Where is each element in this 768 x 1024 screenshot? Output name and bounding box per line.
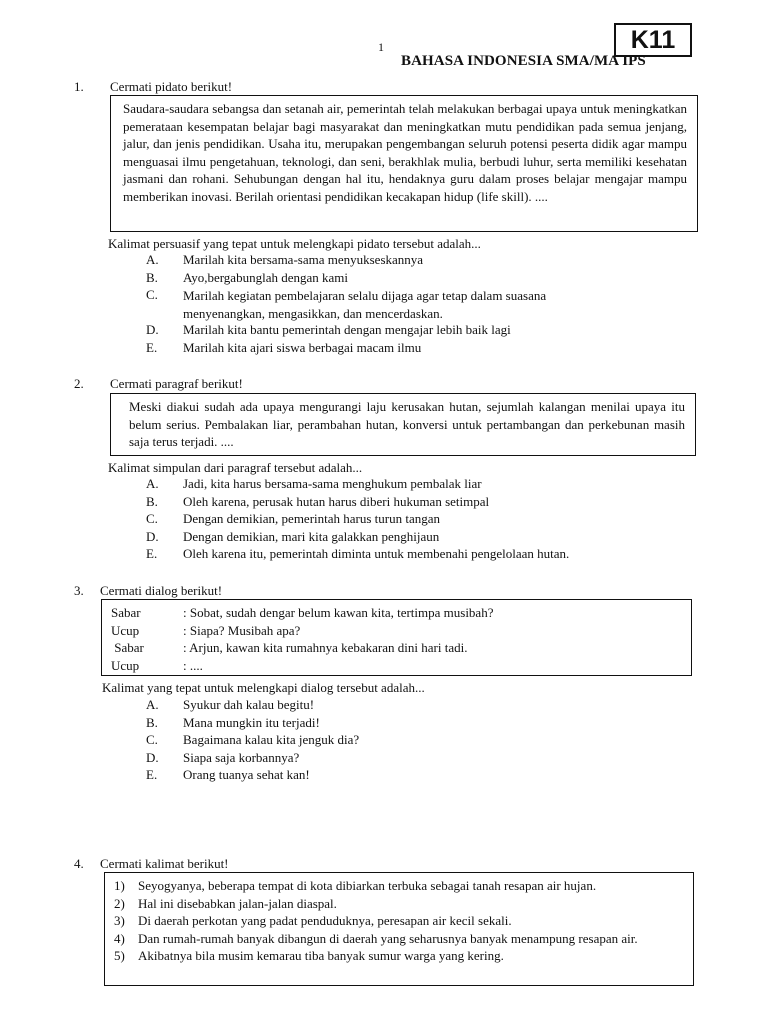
question-number: 3. <box>74 583 84 598</box>
answer-option[interactable] <box>0 287 768 322</box>
dialog-speaker: Sabar <box>111 605 141 620</box>
dialog-line <box>111 622 493 640</box>
numbered-sentence <box>114 912 685 930</box>
dialog-line <box>111 639 493 657</box>
sentence-number: 3) <box>114 913 125 929</box>
option-text: Marilah kita bersama-sama menyukseskannya <box>183 252 424 267</box>
paragraph-passage: Meski diakui sudah ada upaya mengurangi laju kerusakan hutan, sejumlah kalangan menilai upaya itu belum serius. Pembalakan liar, perambahan hutan, konversi untuk pertambangan dan perkebunan masih saja terus terjadi. .... <box>129 399 685 450</box>
sentence-text: Di daerah perkotan yang padat penduduknya, peresapan air kecil sekali. <box>138 913 512 929</box>
answer-option[interactable] <box>0 750 768 768</box>
sentence-list <box>114 877 685 965</box>
numbered-sentence <box>114 947 685 965</box>
numbered-sentence <box>114 930 685 948</box>
numbered-sentence <box>114 895 685 913</box>
option-letter: B. <box>146 714 158 730</box>
answer-option[interactable] <box>0 340 768 358</box>
question-heading: Cermati pidato berikut! <box>110 79 233 94</box>
dialog-speaker: Sabar <box>111 640 144 656</box>
answer-option[interactable] <box>0 546 768 564</box>
question-stem: Kalimat yang tepat untuk melengkapi dialog tersebut adalah... <box>102 680 425 695</box>
sentence-number: 4) <box>114 930 125 946</box>
answer-option[interactable] <box>0 715 768 733</box>
option-letter: E. <box>146 767 158 783</box>
dialog-line <box>111 657 493 675</box>
dialog-box <box>101 599 692 676</box>
dialog-speaker: Ucup <box>111 622 140 638</box>
option-text: Syukur dah kalau begitu! <box>183 697 315 712</box>
option-letter: C. <box>146 287 158 303</box>
option-text: Dengan demikian, pemerintah harus turun tangan <box>183 511 441 527</box>
option-text: Oleh karena, perusak hutan harus diberi hukuman setimpal <box>183 493 490 509</box>
question-heading: Cermati dialog berikut! <box>100 583 223 598</box>
dialog-table <box>111 604 493 674</box>
option-letter: B. <box>146 269 158 285</box>
option-letter: B. <box>146 493 158 509</box>
option-text: Mana mungkin itu terjadi! <box>183 714 320 730</box>
answer-options <box>0 476 768 564</box>
document-title: BAHASA INDONESIA SMA/MA IPS <box>401 53 646 69</box>
option-letter: D. <box>146 528 159 544</box>
option-text: Marilah kegiatan pembelajaran selalu dijaga agar tetap dalam suasana menyenangkan, mengasikkan, dan mencerdaskan. <box>183 288 547 321</box>
option-letter: C. <box>146 511 158 527</box>
question-heading: Cermati kalimat berikut! <box>100 856 229 871</box>
dialog-speaker: Ucup <box>111 657 140 673</box>
option-letter: C. <box>146 732 158 748</box>
option-text: Marilah kita ajari siswa berbagai macam ilmu <box>183 339 422 355</box>
option-text: Marilah kita bantu pemerintah dengan mengajar lebih baik lagi <box>183 322 511 338</box>
dialog-text: : Sobat, sudah dengar belum kawan kita, tertimpa musibah? <box>183 605 494 620</box>
answer-option[interactable] <box>0 732 768 750</box>
exam-code-box: K11 <box>614 23 692 57</box>
sentence-text: Seyogyanya, beberapa tempat di kota dibiarkan terbuka sebagai tanah resapan air hujan. <box>138 878 597 893</box>
answer-option[interactable] <box>0 494 768 512</box>
speech-passage: Saudara-saudara sebangsa dan setanah air, pemerintah telah melakukan berbagai upaya untuk meningkatkan pemerataan kesempatan belajar bagi masyarakat dan meningkatkan mutu pendidikan pada semua jenjang, jalur, dan jenis pendidikan. Usaha itu, merupakan pengembangan seluruh potensi peserta didik agar mampu menguasai ilmu pengetahuan, teknologi, dan seni, berakhlak mulia, berbudi luhur, serta memiliki kesehatan jasmani dan rohani. Sehubungan dengan hal itu, hendaknya guru dalam proses belajar mengajar mampu memberikan inovasi. Berilah orientasi pendidikan kecakapan hidup (life skill). .... <box>123 101 687 204</box>
question-stem: Kalimat simpulan dari paragraf tersebut adalah... <box>108 460 363 475</box>
question-number: 1. <box>74 79 84 94</box>
option-text: Jadi, kita harus bersama-sama menghukum pembalak liar <box>183 476 482 491</box>
answer-option[interactable] <box>0 511 768 529</box>
numbered-sentence <box>114 877 685 895</box>
option-letter: D. <box>146 322 159 338</box>
answer-option[interactable] <box>0 322 768 340</box>
answer-options <box>0 697 768 785</box>
option-letter: E. <box>146 546 158 562</box>
answer-option[interactable] <box>0 767 768 785</box>
option-letter: A. <box>146 252 159 267</box>
dialog-text: : Arjun, kawan kita rumahnya kebakaran dini hari tadi. <box>183 640 468 656</box>
sentence-number: 5) <box>114 948 125 964</box>
dialog-line <box>111 604 493 622</box>
dialog-text: : .... <box>183 657 203 673</box>
option-text: Orang tuanya sehat kan! <box>183 767 310 783</box>
option-text: Bagaimana kalau kita jenguk dia? <box>183 732 360 748</box>
sentence-number: 2) <box>114 895 125 911</box>
answer-option[interactable] <box>0 252 768 270</box>
sentence-text: Akibatnya bila musim kemarau tiba banyak sumur warga yang kering. <box>138 948 504 964</box>
dialog-text: : Siapa? Musibah apa? <box>183 622 301 638</box>
option-text: Siapa saja korbannya? <box>183 749 300 765</box>
answer-option[interactable] <box>0 697 768 715</box>
option-letter: A. <box>146 697 159 712</box>
sentence-number: 1) <box>114 878 125 893</box>
question-number: 4. <box>74 856 84 871</box>
paragraph-passage-box <box>110 393 696 456</box>
question-heading: Cermati paragraf berikut! <box>110 376 243 391</box>
answer-option[interactable] <box>0 529 768 547</box>
answer-option[interactable] <box>0 476 768 494</box>
sentence-text: Dan rumah-rumah banyak dibangun di daerah yang seharusnya banyak menampung resapan air. <box>138 930 638 946</box>
option-text: Dengan demikian, mari kita galakkan penghijaun <box>183 528 440 544</box>
option-letter: E. <box>146 339 158 355</box>
answer-option[interactable] <box>0 270 768 288</box>
question-number: 2. <box>74 376 84 391</box>
question-stem: Kalimat persuasif yang tepat untuk melengkapi pidato tersebut adalah... <box>108 236 481 251</box>
speech-passage-box <box>110 95 698 232</box>
sentence-list-box <box>104 872 694 986</box>
option-letter: A. <box>146 476 159 491</box>
option-letter: D. <box>146 749 159 765</box>
answer-options <box>0 252 768 357</box>
page-number: 1 <box>378 40 384 54</box>
option-text: Ayo,bergabunglah dengan kami <box>183 269 348 285</box>
sentence-text: Hal ini disebabkan jalan-jalan diaspal. <box>138 895 337 911</box>
option-text: Oleh karena itu, pemerintah diminta untuk membenahi pengelolaan hutan. <box>183 546 570 562</box>
